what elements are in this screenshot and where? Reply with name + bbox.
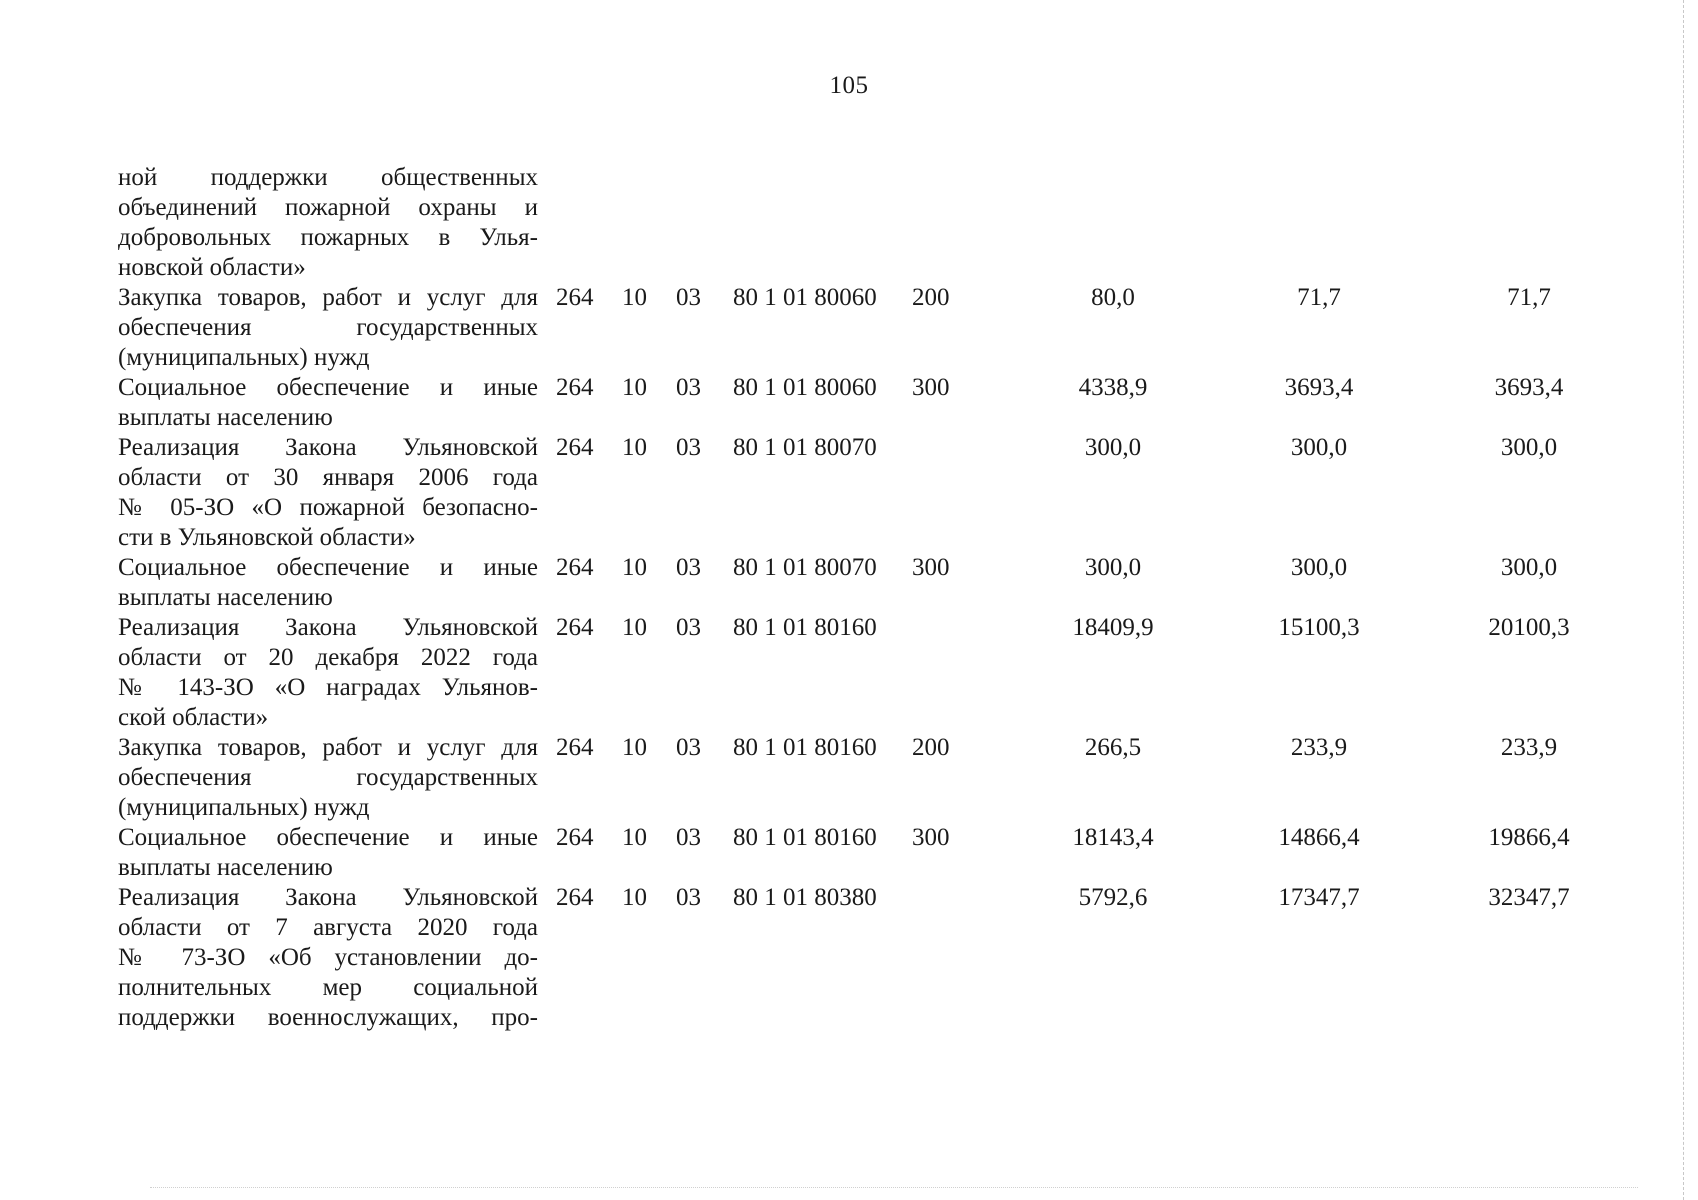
amount-year-2: 71,7 — [1297, 284, 1341, 311]
section-code: 10 — [622, 824, 647, 851]
section-code: 10 — [622, 734, 647, 761]
description-line: обеспечения государственных — [118, 764, 538, 791]
description-line: № 73-ЗО «Об установлении до- — [118, 944, 538, 971]
amount-year-3: 233,9 — [1500, 734, 1558, 761]
description-line: Социальное обеспечение и иные — [118, 374, 538, 401]
amount-year-3: 71,7 — [1507, 284, 1551, 311]
target-article-code: 80 1 01 80060 — [733, 374, 877, 401]
table-row — [118, 433, 1558, 553]
amount-year-1: 5792,6 — [1078, 884, 1148, 911]
row-description — [118, 823, 538, 883]
expense-type-code: 200 — [912, 734, 950, 761]
description-line: области от 7 августа 2020 года — [118, 914, 538, 941]
subsection-code: 03 — [676, 824, 701, 851]
subsection-code: 03 — [676, 884, 701, 911]
description-line: Реализация Закона Ульяновской — [118, 614, 538, 641]
amount-year-3: 32347,7 — [1488, 884, 1570, 911]
target-article-code: 80 1 01 80160 — [733, 734, 877, 761]
amount-year-2: 300,0 — [1290, 554, 1348, 581]
description-line: добровольных пожарных в Улья- — [118, 224, 538, 251]
description-line: полнительных мер социальной — [118, 974, 538, 1001]
target-article-code: 80 1 01 80160 — [733, 614, 877, 641]
amount-year-1: 266,5 — [1084, 734, 1142, 761]
amount-year-2: 3693,4 — [1284, 374, 1354, 401]
scan-bottom-edge — [150, 1187, 1638, 1188]
grbs-code: 264 — [556, 614, 594, 641]
grbs-code: 264 — [556, 554, 594, 581]
amount-year-3: 300,0 — [1500, 434, 1558, 461]
table-row — [118, 883, 1570, 1033]
table-row — [118, 283, 1551, 373]
description-line: области от 30 января 2006 года — [118, 464, 538, 491]
expense-type-code: 200 — [912, 284, 950, 311]
description-line: выплаты населению — [118, 584, 333, 611]
table-row — [118, 823, 1570, 883]
description-line: объединений пожарной охраны и — [118, 194, 538, 221]
amount-year-1: 300,0 — [1084, 434, 1142, 461]
target-article-code: 80 1 01 80070 — [733, 434, 877, 461]
row-description — [118, 163, 538, 283]
section-code: 10 — [622, 374, 647, 401]
expense-type-code: 300 — [912, 374, 950, 401]
description-line: обеспечения государственных — [118, 314, 538, 341]
grbs-code: 264 — [556, 434, 594, 461]
section-code: 10 — [622, 284, 647, 311]
description-line: (муниципальных) нужд — [118, 794, 370, 821]
description-line: Социальное обеспечение и иные — [118, 554, 538, 581]
amount-year-3: 20100,3 — [1488, 614, 1570, 641]
grbs-code: 264 — [556, 284, 594, 311]
scan-edge — [1683, 0, 1684, 1200]
row-description — [118, 283, 538, 373]
grbs-code: 264 — [556, 884, 594, 911]
row-description — [118, 553, 538, 613]
description-line: ской области» — [118, 704, 269, 731]
description-line: Социальное обеспечение и иные — [118, 824, 538, 851]
description-line: сти в Ульяновской области» — [118, 524, 416, 551]
subsection-code: 03 — [676, 284, 701, 311]
amount-year-3: 300,0 — [1500, 554, 1558, 581]
target-article-code: 80 1 01 80060 — [733, 284, 877, 311]
description-line: выплаты населению — [118, 854, 333, 881]
amount-year-2: 15100,3 — [1278, 614, 1360, 641]
amount-year-1: 18143,4 — [1072, 824, 1154, 851]
page-number: 105 — [829, 72, 869, 99]
description-line: № 05-ЗО «О пожарной безопасно- — [118, 494, 538, 521]
amount-year-3: 19866,4 — [1488, 824, 1570, 851]
expense-type-code: 300 — [912, 554, 950, 581]
subsection-code: 03 — [676, 734, 701, 761]
section-code: 10 — [622, 554, 647, 581]
expense-type-code: 300 — [912, 824, 950, 851]
budget-table — [118, 163, 1570, 1033]
grbs-code: 264 — [556, 734, 594, 761]
section-code: 10 — [622, 884, 647, 911]
target-article-code: 80 1 01 80160 — [733, 824, 877, 851]
description-line: выплаты населению — [118, 404, 333, 431]
description-line: поддержки военнослужащих, про- — [118, 1004, 538, 1031]
table-row — [118, 733, 1558, 823]
description-line: Закупка товаров, работ и услуг для — [118, 284, 538, 311]
subsection-code: 03 — [676, 554, 701, 581]
table-row — [118, 373, 1564, 433]
amount-year-2: 14866,4 — [1278, 824, 1360, 851]
target-article-code: 80 1 01 80070 — [733, 554, 877, 581]
row-description — [118, 733, 538, 823]
amount-year-3: 3693,4 — [1494, 374, 1564, 401]
amount-year-1: 300,0 — [1084, 554, 1142, 581]
grbs-code: 264 — [556, 374, 594, 401]
amount-year-2: 17347,7 — [1278, 884, 1360, 911]
row-description — [118, 373, 538, 433]
description-line: Закупка товаров, работ и услуг для — [118, 734, 538, 761]
subsection-code: 03 — [676, 434, 701, 461]
amount-year-1: 18409,9 — [1072, 614, 1154, 641]
amount-year-1: 80,0 — [1091, 284, 1135, 311]
description-line: Реализация Закона Ульяновской — [118, 434, 538, 461]
grbs-code: 264 — [556, 824, 594, 851]
section-code: 10 — [622, 434, 647, 461]
section-code: 10 — [622, 614, 647, 641]
table-row — [118, 163, 538, 283]
description-line: области от 20 декабря 2022 года — [118, 644, 538, 671]
description-line: новской области» — [118, 254, 306, 281]
description-line: (муниципальных) нужд — [118, 344, 370, 371]
target-article-code: 80 1 01 80380 — [733, 884, 877, 911]
subsection-code: 03 — [676, 374, 701, 401]
row-description — [118, 433, 538, 553]
amount-year-2: 233,9 — [1290, 734, 1348, 761]
row-description — [118, 883, 538, 1033]
subsection-code: 03 — [676, 614, 701, 641]
table-row — [118, 613, 1570, 733]
amount-year-2: 300,0 — [1290, 434, 1348, 461]
table-row — [118, 553, 1558, 613]
description-line: ной поддержки общественных — [118, 164, 538, 191]
description-line: Реализация Закона Ульяновской — [118, 884, 538, 911]
row-description — [118, 613, 538, 733]
amount-year-1: 4338,9 — [1078, 374, 1148, 401]
description-line: № 143-ЗО «О наградах Ульянов- — [118, 674, 538, 701]
